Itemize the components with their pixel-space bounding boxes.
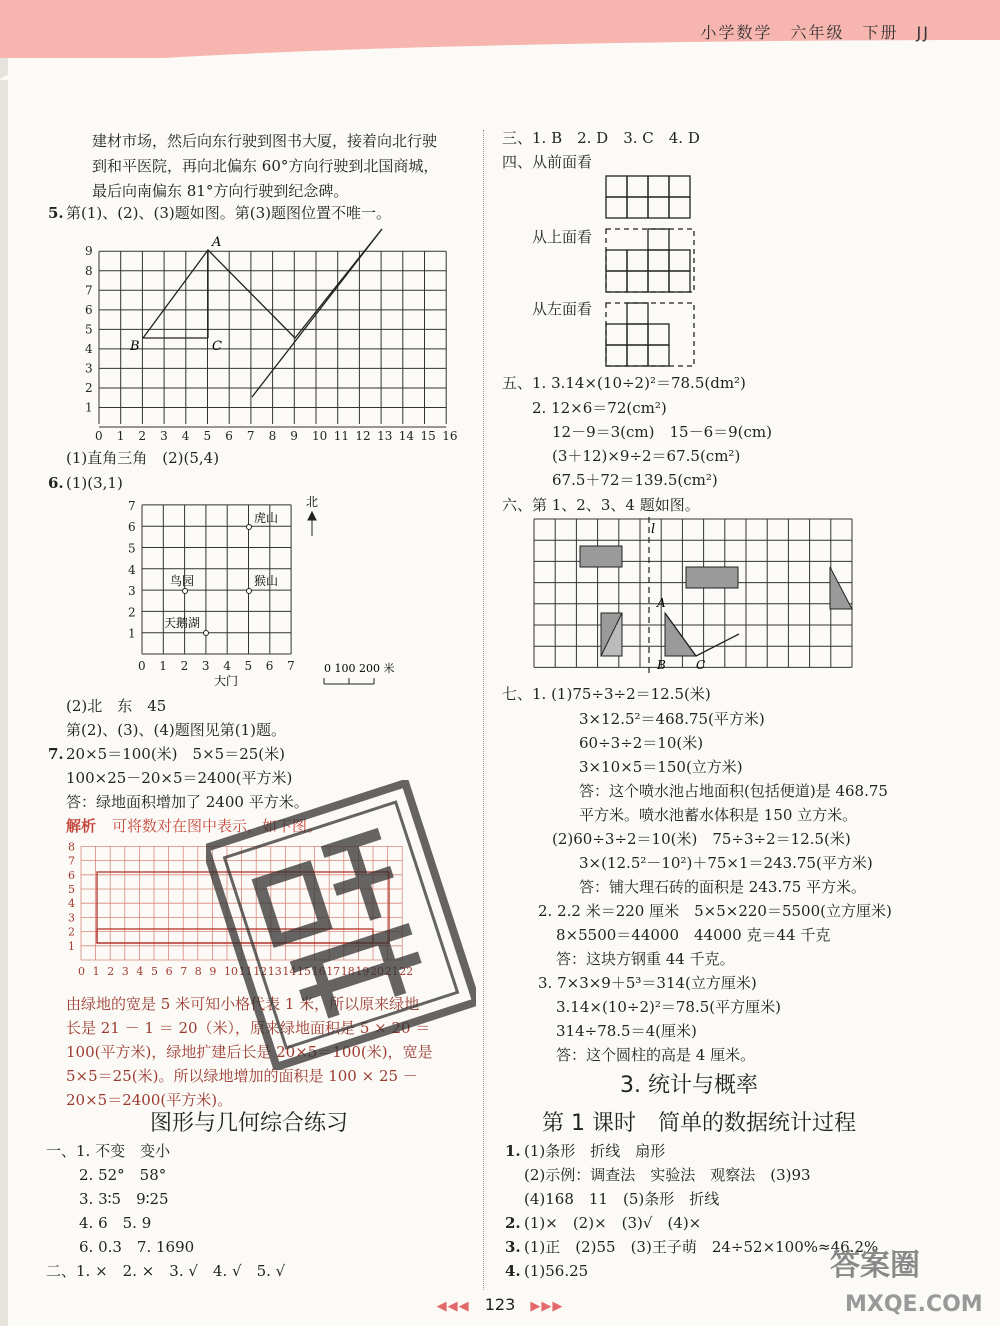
q6-text: (1)(3,1)	[66, 474, 123, 492]
graph2-x-tick: 19	[355, 965, 370, 978]
s7-line-9: 答：铺大理石砖的面积是 243.75 平方米。	[579, 878, 867, 896]
graph2-x-tick: 12	[253, 965, 268, 978]
section-title-geometry: 图形与几何综合练习	[150, 1111, 349, 1136]
l1-number: 1.	[505, 1142, 521, 1160]
map-y-tick: 3	[128, 584, 136, 599]
l1-line-2: (2)示例：调查法 实验法 观察法 (3)93	[524, 1166, 811, 1184]
graph1-y-tick: 8	[85, 263, 93, 278]
graph1-x-tick: 13	[377, 429, 393, 443]
graph1-x-tick: 10	[312, 429, 328, 443]
page-spine	[0, 0, 8, 1326]
graph2-x-tick: 2	[107, 965, 115, 978]
paragraph-line-1: 建材市场，然后向东行驶到图书大厦，接着向北行驶	[92, 132, 438, 150]
map-swan-lake: 天鹅湖	[164, 616, 201, 630]
s7-line-3: 60÷3÷2＝10(米)	[579, 734, 704, 752]
graph2-x-tick: 7	[180, 965, 188, 978]
graph2-y-tick: 8	[68, 840, 75, 854]
point-b-label: B	[130, 339, 140, 354]
s5-line-5: 67.5＋72＝139.5(cm²)	[552, 471, 718, 489]
red-line-3: 100(平方米)，绿地扩建后长是 20×5＝100(米)，宽是	[66, 1043, 433, 1061]
stamp-watermark	[206, 780, 476, 1070]
map-gate: 大门	[214, 674, 239, 688]
map-y-tick: 4	[128, 562, 136, 577]
map-scale: 0 100 200 米	[324, 662, 395, 675]
l3-line: (1)正 (2)55 (3)王子萌 24÷52×100%≈46.2%	[524, 1238, 879, 1256]
s1-line-3: 3. 3∶5 9∶25	[79, 1190, 169, 1208]
graph2-x-tick: 3	[121, 965, 129, 978]
s6-line: 六、第 1、2、3、4 题如图。	[502, 496, 700, 514]
map-y-tick: 5	[128, 541, 136, 556]
s7-line-15: 314÷78.5＝4(厘米)	[556, 1022, 697, 1040]
l2-number: 2.	[505, 1214, 521, 1232]
l1-line-1: (1)条形 折线 扇形	[524, 1142, 666, 1160]
front-view	[606, 176, 690, 218]
graph2-x-tick: 10	[224, 965, 238, 978]
page-header	[0, 0, 1000, 58]
lesson-title: 第 1 课时 简单的数据统计过程	[542, 1111, 856, 1136]
graph1-y-tick: 5	[85, 322, 93, 337]
page-number: 123	[484, 1295, 516, 1314]
north-arrow-icon	[308, 512, 316, 536]
s4-front-label: 四、从前面看	[502, 153, 593, 171]
map-x-tick: 5	[244, 659, 253, 673]
graph2-y-tick	[68, 838, 75, 839]
map-north: 北	[306, 495, 319, 509]
coordinate-graph-1	[80, 222, 460, 444]
map-x-tick: 3	[201, 659, 210, 673]
left-view	[606, 303, 694, 366]
map-x-tick: 4	[223, 659, 231, 673]
s5-line-4: (3＋12)×9÷2＝67.5(cm²)	[552, 447, 741, 465]
q5-number: 5.	[48, 204, 64, 222]
graph2-x-tick: 18	[340, 965, 355, 978]
map-y-tick: 6	[128, 520, 136, 535]
l4-line: (1)56.25	[524, 1262, 589, 1280]
s7-line-13: 3. 7×3×9＋5³＝314(立方厘米)	[538, 974, 757, 992]
l1-line-3: (4)168 11 (5)条形 折线	[524, 1190, 720, 1208]
red-line-5: 20×5＝2400(平方米)。	[66, 1091, 233, 1109]
graph2-x-tick: 4	[136, 965, 144, 978]
prev-arrows-icon: ◀◀◀	[436, 1299, 470, 1314]
graph1-y-tick: 2	[85, 380, 93, 395]
graph2-x-tick: 11	[238, 965, 253, 978]
s5-line-2: 2. 12×6＝72(cm²)	[532, 399, 667, 417]
shape-shaded-1	[580, 546, 622, 567]
graph1-x-tick: 14	[398, 429, 415, 443]
s2-line: 二、1. × 2. × 3. √ 4. √ 5. √	[46, 1262, 286, 1280]
graph1-y-tick: 3	[85, 361, 93, 376]
map-y-tick: 2	[128, 605, 136, 620]
graph1-x-tick: 0	[95, 429, 103, 443]
s7-line-8: 3×(12.5²－10²)＋75×1＝243.75(平方米)	[579, 854, 873, 872]
graph2-y-tick: 4	[68, 897, 75, 911]
next-arrows-icon: ▶▶▶	[530, 1299, 564, 1314]
graph2-x-tick: 5	[151, 965, 158, 978]
transform-grid	[532, 517, 858, 677]
q7-line-3: 答：绿地面积增加了 2400 平方米。	[66, 793, 309, 811]
graph2-x-tick: 22	[399, 965, 414, 978]
graph2-x-tick: 21	[384, 965, 399, 978]
q6-answer-2: (2)北 东 45	[66, 697, 167, 715]
watermark-text: 答案圈	[830, 1248, 920, 1283]
graph1-x-tick: 6	[225, 429, 233, 443]
map-grid	[120, 492, 440, 692]
s7-line-14: 3.14×(10÷2)²＝78.5(平方厘米)	[556, 998, 781, 1016]
point-c-right: C	[696, 658, 706, 672]
graph2-y-tick: 5	[68, 883, 75, 896]
point-c-label: C	[212, 339, 222, 354]
shape-triangle-1	[830, 567, 852, 609]
l2-line: (1)× (2)× (3)√ (4)×	[524, 1214, 702, 1232]
s7-line-2: 3×12.5²＝468.75(平方米)	[579, 710, 765, 728]
map-bird-garden: 鸟园	[170, 574, 195, 588]
q6-number: 6.	[48, 474, 64, 492]
s7-line-11: 8×5500＝44000 44000 克＝44 千克	[556, 926, 831, 944]
paragraph-line-2: 到和平医院，再向北偏东 60°方向行驶到北国商城，	[92, 157, 439, 175]
map-monkey-hill: 猴山	[254, 574, 279, 588]
graph2-x-tick: 17	[326, 965, 341, 978]
s1-line-2: 2. 52° 58°	[79, 1166, 167, 1184]
graph2-x-tick: 9	[209, 965, 217, 978]
s7-line-5: 答：这个喷水池占地面积(包括便道)是 468.75	[579, 782, 888, 800]
section-title-stats: 3. 统计与概率	[620, 1073, 758, 1098]
red-line-2: 长是 21 － 1 ＝ 20（米），原来绿地面积是 5 × 20 ＝	[66, 1019, 431, 1037]
s7-line-12: 答：这块方钢重 44 千克。	[556, 950, 735, 968]
analysis-label: 解析	[66, 817, 97, 835]
s1-line-1: 一、1. 不变 变小	[46, 1142, 171, 1160]
point-a-right: A	[657, 596, 666, 610]
map-x-tick: 1	[159, 659, 167, 673]
s1-line-5: 6. 0.3 7. 1690	[79, 1238, 195, 1256]
graph1-y-tick: 9	[85, 244, 93, 259]
map-y-tick: 1	[128, 626, 136, 641]
graph1-x-tick: 12	[355, 429, 371, 443]
header-curve	[0, 40, 1000, 80]
graph1-x-tick: 11	[333, 429, 349, 443]
graph1-x-tick: 1	[116, 429, 125, 443]
graph2-x-tick: 15	[297, 965, 311, 978]
q5-text: 第(1)、(2)、(3)题如图。第(3)题图位置不唯一。	[66, 204, 391, 222]
q6-answer-3: 第(2)、(3)、(4)题图见第(1)题。	[66, 721, 286, 739]
graph2-y-tick: 2	[68, 925, 75, 939]
map-x-tick: 2	[180, 659, 189, 673]
line-b-a-route	[143, 229, 382, 338]
l3-number: 3.	[505, 1238, 521, 1256]
graph1-y-tick: 1	[85, 400, 93, 415]
graph2-x-tick: 1	[92, 965, 100, 978]
watermark-url: MXQE.COM	[845, 1292, 983, 1317]
s7-line-10: 2. 2.2 米＝220 厘米 5×5×220＝5500(立方厘米)	[538, 902, 892, 920]
s1-line-4: 4. 6 5. 9	[79, 1214, 152, 1232]
graph1-x-tick: 7	[246, 429, 255, 443]
map-x-tick: 6	[265, 659, 274, 673]
map-x-tick: 7	[287, 659, 295, 673]
graph2-x-tick: 20	[370, 965, 384, 978]
graph2-x-tick: 14	[282, 965, 297, 978]
paragraph-line-3: 最后向南偏东 81°方向行驶到纪念碑。	[92, 182, 349, 200]
s7-line-16: 答：这个圆柱的高是 4 厘米。	[556, 1046, 756, 1064]
column-divider	[483, 130, 484, 1290]
graph1-x-tick: 9	[290, 429, 298, 443]
s5-line-1: 五、1. 3.14×(10÷2)²＝78.5(dm²)	[502, 374, 746, 392]
red-line-4: 5×5＝25(米)。所以绿地增加的面积是 100 × 25 －	[66, 1067, 418, 1085]
graph1-lines	[143, 229, 382, 397]
graph2-y-tick: 7	[68, 854, 75, 868]
s7-line-4: 3×10×5＝150(立方米)	[579, 758, 743, 776]
view-left-label: 从左面看	[532, 300, 593, 318]
view-top-label: 从上面看	[532, 228, 593, 246]
l4-number: 4.	[505, 1262, 521, 1280]
q7-line-2: 100×25－20×5＝2400(平方米)	[66, 769, 293, 787]
graph1-y-tick: 4	[85, 341, 93, 356]
point-a-label: A	[212, 235, 222, 250]
s7-line-1: 七、1. (1)75÷3÷2＝12.5(米)	[502, 685, 711, 703]
graph2-y-tick: 3	[68, 911, 75, 925]
top-view	[606, 229, 694, 292]
graph1-y-tick: 6	[85, 302, 93, 317]
q5-answer: (1)直角三角 (2)(5,4)	[66, 449, 220, 467]
red-line-1: 由绿地的宽是 5 米可知小格代表 1 米，所以原来绿地	[66, 995, 420, 1013]
graph1-x-tick: 8	[268, 429, 277, 443]
graph2-x-tick: 13	[267, 965, 282, 978]
graph2-x-tick: 6	[165, 965, 173, 978]
graph1-x-tick: 3	[160, 429, 168, 443]
graph1-x-tick: 15	[420, 429, 436, 443]
map-x-tick: 0	[138, 659, 146, 673]
graph2-y-tick: 1	[68, 939, 75, 953]
three-views	[604, 172, 704, 372]
graph1-y-tick: 7	[85, 283, 93, 298]
graph2-x-tick: 8	[194, 965, 202, 978]
s7-line-6: 平方米。喷水池蓄水体积是 150 立方米。	[579, 806, 858, 824]
graph1-x-tick: 2	[138, 429, 147, 443]
graph1-x-tick: 4	[181, 429, 190, 443]
point-b-right: B	[657, 658, 666, 672]
q7-line-1: 20×5＝100(米) 5×5＝25(米)	[66, 745, 285, 763]
axis-label-l: l	[651, 522, 656, 537]
s5-line-3: 12－9＝3(cm) 15－6＝9(cm)	[552, 423, 773, 441]
graph1-x-tick: 16	[442, 429, 458, 443]
s7-line-7: (2)60÷3÷2＝10(米) 75÷3÷2＝12.5(米)	[552, 830, 851, 848]
q7-number: 7.	[48, 745, 64, 763]
map-tiger-hill: 虎山	[254, 511, 279, 525]
graph2-x-tick: 16	[311, 965, 326, 978]
s3-line: 三、1. B 2. D 3. C 4. D	[502, 129, 700, 147]
line-diag	[252, 229, 382, 397]
header-title: 小学数学 六年级 下册 JJ	[700, 23, 930, 42]
graph2-y-tick: 6	[68, 868, 75, 882]
graph1-x-tick: 5	[203, 429, 212, 443]
graph2-x-tick: 0	[78, 965, 85, 978]
analysis-text: 可将数对在图中表示，如下图。	[112, 817, 323, 835]
map-y-tick: 7	[128, 498, 136, 513]
shape-shaded-2	[686, 567, 738, 588]
